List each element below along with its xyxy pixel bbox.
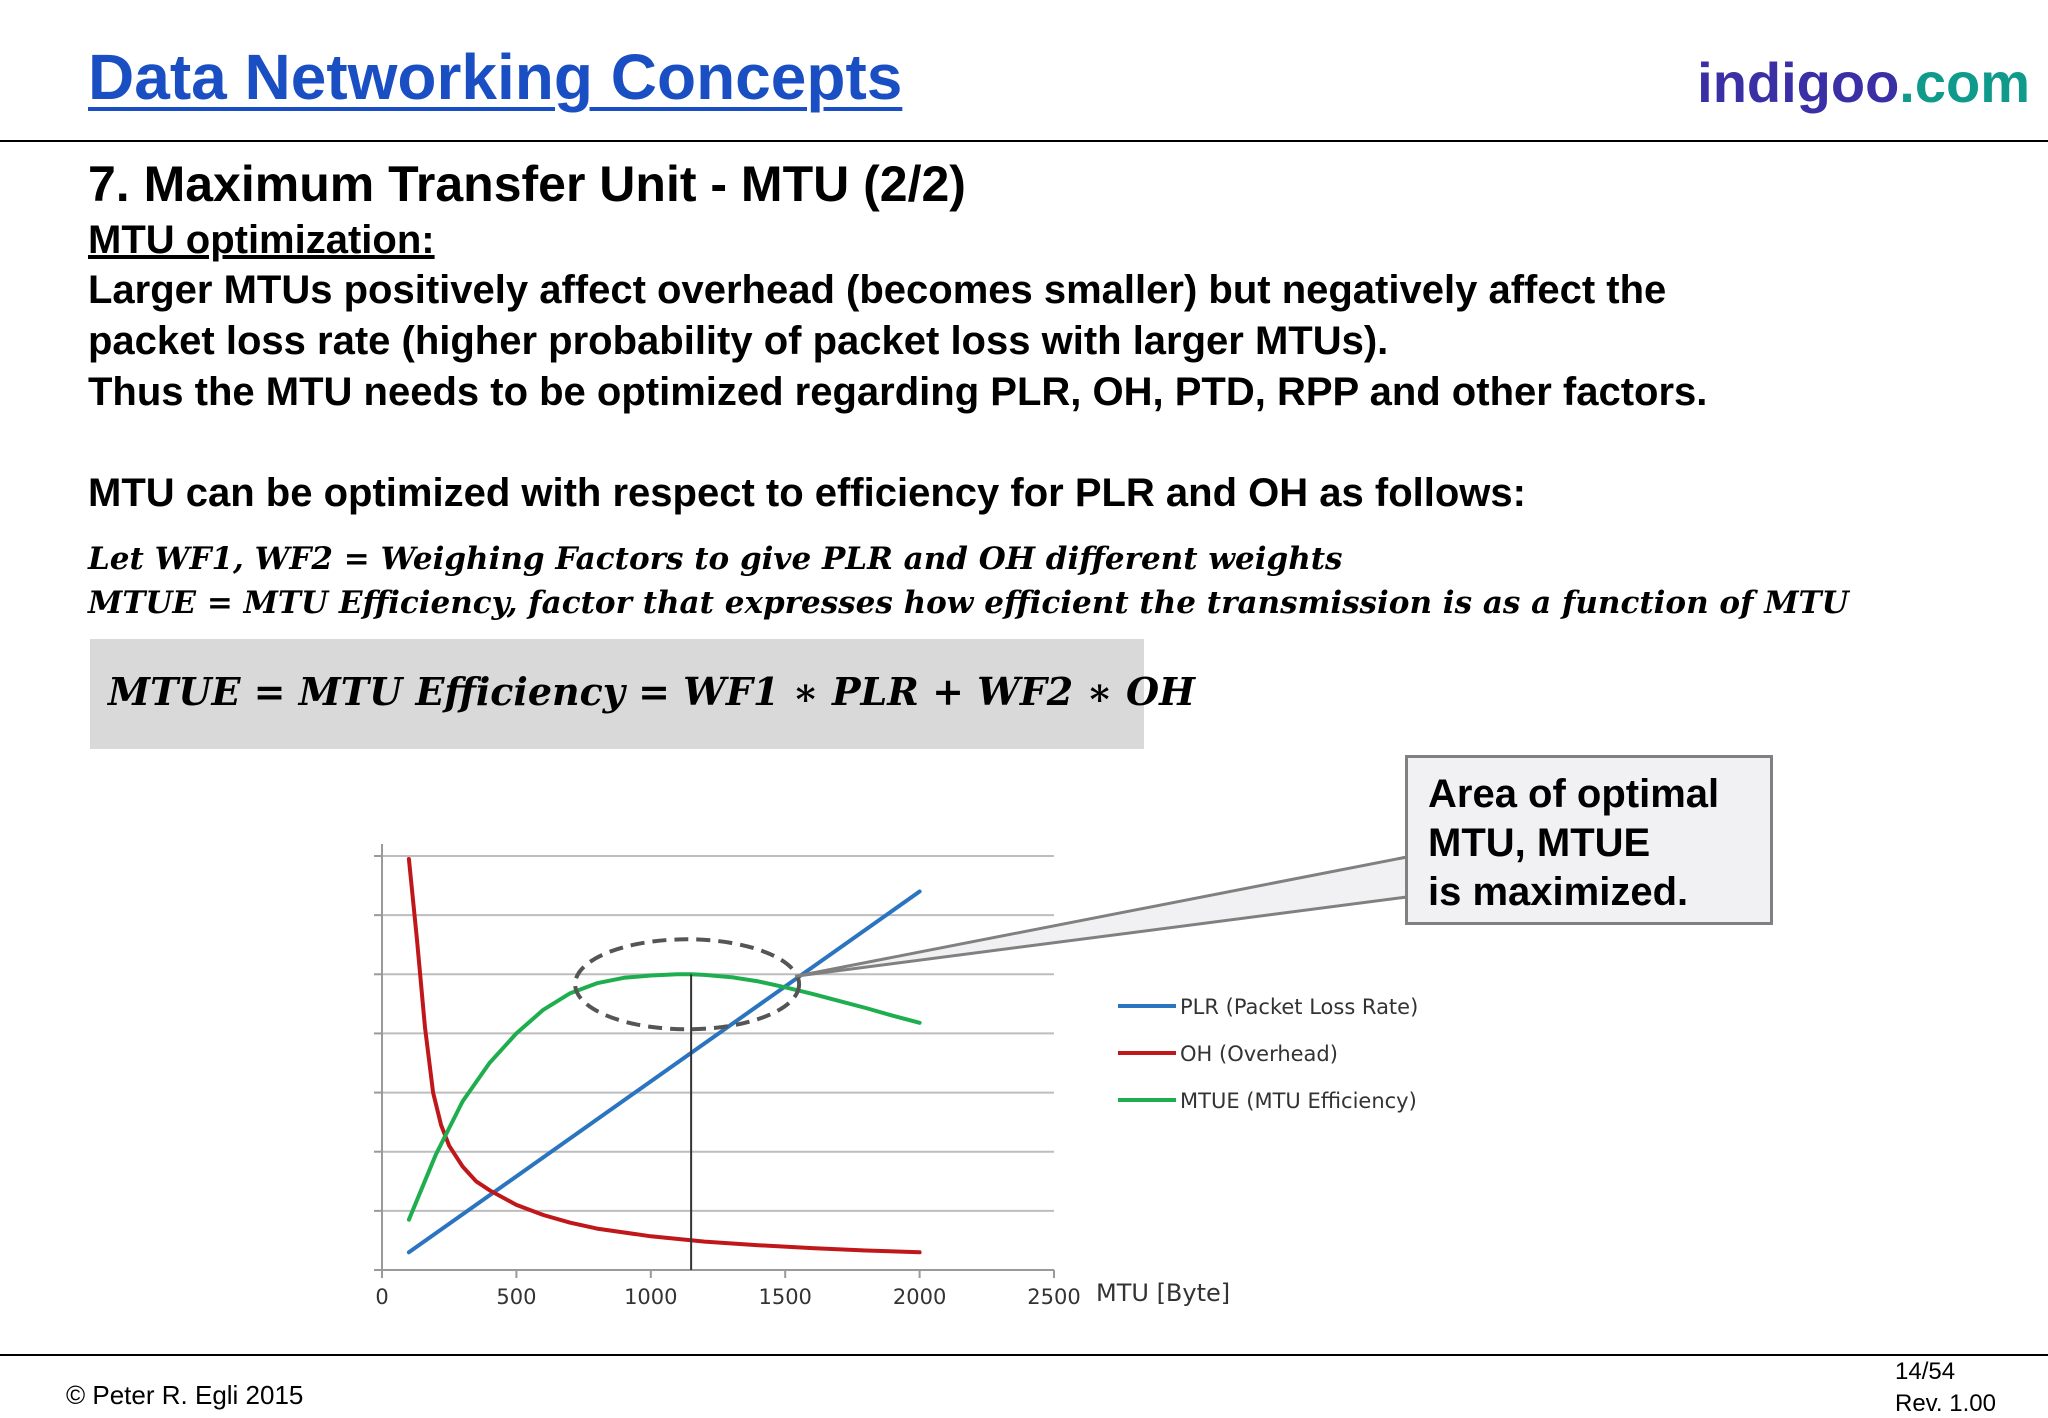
legend-label: OH (Overhead)	[1180, 1042, 1338, 1066]
x-tick-label: 1000	[624, 1285, 678, 1309]
optimum-callout	[1405, 755, 1773, 925]
x-tick-label: 500	[496, 1285, 537, 1309]
legend-label: MTUE (MTU Efficiency)	[1180, 1089, 1417, 1113]
revision: Rev. 1.00	[1895, 1390, 1996, 1417]
footer-divider	[0, 1354, 2048, 1356]
body-text-line: Larger MTUs positively affect overhead (becomes smaller) but negatively affect the	[88, 268, 1667, 312]
math-definition-weights: Let WF1, WF2 = Weighing Factors to give PLR and OH different weights	[88, 541, 1343, 577]
series-line	[409, 859, 920, 1252]
brand-domain: .com	[1899, 51, 2030, 114]
header-title[interactable]: Data Networking Concepts	[88, 41, 903, 113]
body-text-line: Thus the MTU needs to be optimized regarding PLR, OH, PTD, RPP and other factors.	[88, 370, 1708, 414]
x-axis-label: MTU [Byte]	[1096, 1279, 1231, 1307]
x-tick-label: 1500	[758, 1285, 812, 1309]
x-tick-label: 0	[375, 1285, 389, 1309]
callout-line: Area of optimal	[1428, 772, 1720, 816]
chart-legend	[1118, 995, 1418, 1113]
series-line	[409, 974, 920, 1219]
legend-label: PLR (Packet Loss Rate)	[1180, 995, 1419, 1019]
x-axis-ticks	[375, 1270, 1080, 1309]
x-tick-label: 2500	[1027, 1285, 1081, 1309]
body-text-line: MTU can be optimized with respect to efficiency for PLR and OH as follows:	[88, 471, 1526, 515]
math-definition-mtue: MTUE = MTU Efficiency, factor that expresses how efficient the transmission is as a function of MTU	[88, 585, 1849, 621]
slide-subtitle: MTU optimization:	[88, 218, 435, 262]
page-number: 14/54	[1895, 1358, 1956, 1385]
x-tick-label: 2000	[892, 1285, 947, 1309]
callout-line: MTU, MTUE	[1428, 821, 1651, 865]
slide-title: 7. Maximum Transfer Unit - MTU (2/2)	[88, 156, 966, 212]
callout-line: is maximized.	[1428, 870, 1689, 914]
chart-series	[409, 859, 920, 1252]
body-text-line: packet loss rate (higher probability of packet loss with larger MTUs).	[88, 319, 1389, 363]
formula: MTUE = MTU Efficiency = WF1 ∗ PLR + WF2 ∗ OH	[108, 669, 1195, 714]
brand-name: indigoo	[1697, 51, 1900, 114]
copyright: © Peter R. Egli 2015	[66, 1380, 304, 1410]
